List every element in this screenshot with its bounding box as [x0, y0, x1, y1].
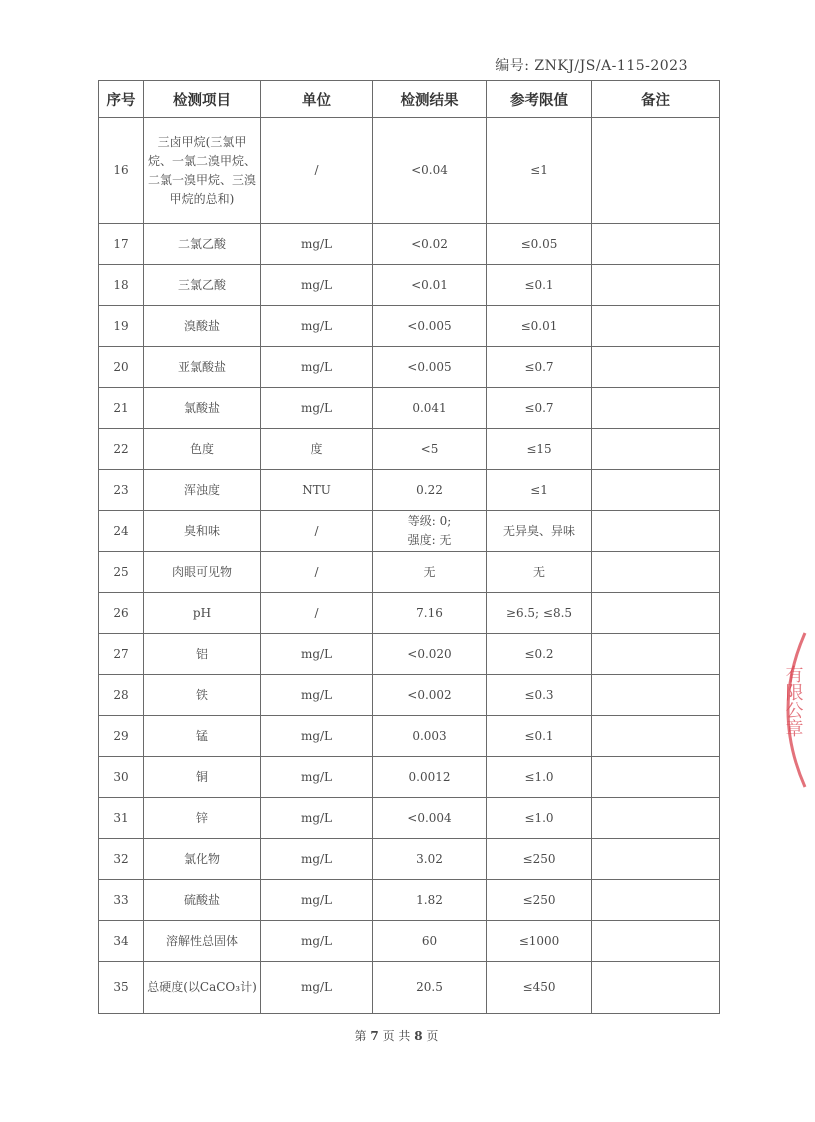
cell-note — [592, 429, 720, 470]
cell-unit: mg/L — [261, 224, 373, 265]
cell-note — [592, 880, 720, 921]
cell-unit: 度 — [261, 429, 373, 470]
cell-limit: 无异臭、异味 — [487, 511, 592, 552]
cell-no: 24 — [99, 511, 144, 552]
cell-limit: ≥6.5; ≤8.5 — [487, 593, 592, 634]
header-unit: 单位 — [261, 81, 373, 118]
cell-item: 铝 — [144, 634, 261, 675]
cell-item: 硫酸盐 — [144, 880, 261, 921]
table-row — [99, 593, 720, 634]
cell-limit: ≤0.05 — [487, 224, 592, 265]
cell-limit: ≤1.0 — [487, 798, 592, 839]
svg-text:有限公章: 有限公章 — [782, 665, 804, 737]
cell-note — [592, 716, 720, 757]
cell-result: <0.020 — [373, 634, 487, 675]
cell-item: 臭和味 — [144, 511, 261, 552]
cell-no: 21 — [99, 388, 144, 429]
cell-note — [592, 347, 720, 388]
cell-result: 1.82 — [373, 880, 487, 921]
cell-note — [592, 798, 720, 839]
cell-no: 32 — [99, 839, 144, 880]
cell-result: 3.02 — [373, 839, 487, 880]
cell-item: 二氯乙酸 — [144, 224, 261, 265]
cell-result: 0.041 — [373, 388, 487, 429]
cell-limit: ≤1000 — [487, 921, 592, 962]
cell-limit: ≤1 — [487, 470, 592, 511]
cell-note — [592, 118, 720, 224]
cell-unit: mg/L — [261, 716, 373, 757]
footer-suffix: 页 — [426, 1029, 439, 1043]
cell-unit: mg/L — [261, 347, 373, 388]
cell-item: 铁 — [144, 675, 261, 716]
cell-unit: / — [261, 511, 373, 552]
cell-result: 20.5 — [373, 962, 487, 1014]
cell-limit: ≤0.1 — [487, 265, 592, 306]
cell-no: 22 — [99, 429, 144, 470]
cell-note — [592, 224, 720, 265]
cell-result: <0.04 — [373, 118, 487, 224]
cell-item: 锰 — [144, 716, 261, 757]
cell-unit: mg/L — [261, 839, 373, 880]
cell-result: 0.22 — [373, 470, 487, 511]
cell-note — [592, 265, 720, 306]
header-note: 备注 — [592, 81, 720, 118]
footer-prefix: 第 — [354, 1029, 367, 1043]
table-row — [99, 716, 720, 757]
table-header-row — [99, 81, 720, 118]
table-row — [99, 675, 720, 716]
cell-unit: / — [261, 593, 373, 634]
table-row — [99, 224, 720, 265]
table-row — [99, 265, 720, 306]
cell-unit: / — [261, 552, 373, 593]
footer-mid: 页 共 — [382, 1029, 411, 1043]
cell-limit: ≤250 — [487, 880, 592, 921]
cell-no: 28 — [99, 675, 144, 716]
page-footer — [0, 1027, 793, 1044]
cell-unit: mg/L — [261, 880, 373, 921]
cell-no: 30 — [99, 757, 144, 798]
cell-note — [592, 511, 720, 552]
cell-item: 锌 — [144, 798, 261, 839]
cell-unit: mg/L — [261, 388, 373, 429]
table-row — [99, 118, 720, 224]
cell-limit: ≤0.3 — [487, 675, 592, 716]
cell-limit: ≤0.1 — [487, 716, 592, 757]
table-row — [99, 757, 720, 798]
cell-unit: mg/L — [261, 757, 373, 798]
cell-note — [592, 921, 720, 962]
table-row — [99, 552, 720, 593]
cell-item: 浑浊度 — [144, 470, 261, 511]
cell-result: <0.005 — [373, 306, 487, 347]
cell-item: 总硬度(以CaCO₃计) — [144, 962, 261, 1014]
cell-unit: mg/L — [261, 634, 373, 675]
cell-result: <0.02 — [373, 224, 487, 265]
cell-no: 25 — [99, 552, 144, 593]
cell-limit: ≤1 — [487, 118, 592, 224]
cell-unit: / — [261, 118, 373, 224]
cell-result: 无 — [373, 552, 487, 593]
table-row — [99, 306, 720, 347]
cell-no: 20 — [99, 347, 144, 388]
table-row — [99, 347, 720, 388]
cell-item: 溶解性总固体 — [144, 921, 261, 962]
cell-note — [592, 675, 720, 716]
cell-no: 17 — [99, 224, 144, 265]
cell-result: <0.002 — [373, 675, 487, 716]
cell-no: 23 — [99, 470, 144, 511]
cell-unit: mg/L — [261, 265, 373, 306]
cell-no: 29 — [99, 716, 144, 757]
cell-result: 等级: 0; 强度: 无 — [373, 511, 487, 552]
table-row — [99, 429, 720, 470]
cell-no: 34 — [99, 921, 144, 962]
cell-item: 铜 — [144, 757, 261, 798]
cell-item: 氯化物 — [144, 839, 261, 880]
cell-unit: mg/L — [261, 675, 373, 716]
cell-result: 0.0012 — [373, 757, 487, 798]
table-row — [99, 839, 720, 880]
table-row — [99, 470, 720, 511]
cell-no: 27 — [99, 634, 144, 675]
cell-limit: ≤450 — [487, 962, 592, 1014]
cell-note — [592, 593, 720, 634]
cell-limit: 无 — [487, 552, 592, 593]
cell-no: 31 — [99, 798, 144, 839]
cell-note — [592, 839, 720, 880]
cell-no: 33 — [99, 880, 144, 921]
cell-item: 三卤甲烷(三氯甲烷、一氯二溴甲烷、二氯一溴甲烷、三溴甲烷的总和) — [144, 118, 261, 224]
table-row — [99, 388, 720, 429]
table-row — [99, 880, 720, 921]
cell-unit: NTU — [261, 470, 373, 511]
cell-limit: ≤250 — [487, 839, 592, 880]
cell-result: 7.16 — [373, 593, 487, 634]
cell-note — [592, 388, 720, 429]
cell-note — [592, 552, 720, 593]
current-page: 7 — [370, 1029, 379, 1043]
cell-result: 60 — [373, 921, 487, 962]
total-pages: 8 — [414, 1029, 423, 1043]
table-row — [99, 511, 720, 552]
cell-item: 色度 — [144, 429, 261, 470]
red-seal-stamp — [765, 625, 815, 795]
cell-no: 16 — [99, 118, 144, 224]
cell-limit: ≤15 — [487, 429, 592, 470]
cell-limit: ≤0.7 — [487, 388, 592, 429]
table-row — [99, 798, 720, 839]
cell-no: 35 — [99, 962, 144, 1014]
cell-item: 亚氯酸盐 — [144, 347, 261, 388]
cell-result: <0.005 — [373, 347, 487, 388]
cell-unit: mg/L — [261, 921, 373, 962]
test-results-table — [98, 80, 720, 1014]
cell-limit: ≤1.0 — [487, 757, 592, 798]
cell-note — [592, 634, 720, 675]
cell-item: 三氯乙酸 — [144, 265, 261, 306]
cell-item: pH — [144, 593, 261, 634]
cell-note — [592, 962, 720, 1014]
cell-note — [592, 757, 720, 798]
cell-no: 18 — [99, 265, 144, 306]
cell-item: 氯酸盐 — [144, 388, 261, 429]
cell-no: 26 — [99, 593, 144, 634]
cell-unit: mg/L — [261, 798, 373, 839]
cell-result: <0.01 — [373, 265, 487, 306]
cell-note — [592, 470, 720, 511]
cell-note — [592, 306, 720, 347]
cell-item: 溴酸盐 — [144, 306, 261, 347]
cell-no: 19 — [99, 306, 144, 347]
cell-limit: ≤0.7 — [487, 347, 592, 388]
header-limit: 参考限值 — [487, 81, 592, 118]
cell-item: 肉眼可见物 — [144, 552, 261, 593]
cell-unit: mg/L — [261, 962, 373, 1014]
cell-limit: ≤0.2 — [487, 634, 592, 675]
table-row — [99, 634, 720, 675]
cell-unit: mg/L — [261, 306, 373, 347]
header-item: 检测项目 — [144, 81, 261, 118]
table-row — [99, 921, 720, 962]
table-row — [99, 962, 720, 1014]
cell-result: <0.004 — [373, 798, 487, 839]
header-no: 序号 — [99, 81, 144, 118]
cell-result: 0.003 — [373, 716, 487, 757]
header-result: 检测结果 — [373, 81, 487, 118]
cell-limit: ≤0.01 — [487, 306, 592, 347]
document-number: 编号: ZNKJ/JS/A-115-2023 — [495, 58, 688, 74]
cell-result: <5 — [373, 429, 487, 470]
